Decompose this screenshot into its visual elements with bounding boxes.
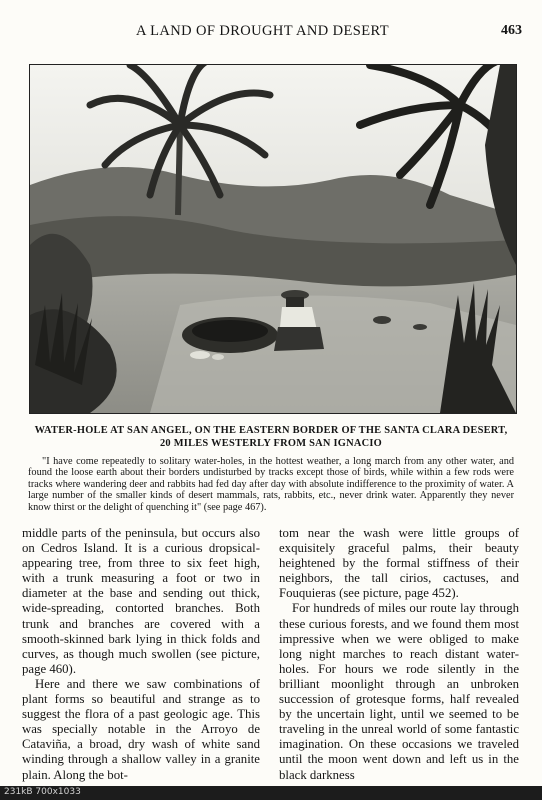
photo-caption	[20, 424, 522, 450]
file-info-bar	[0, 786, 542, 800]
file-info: 231kB 700x1033	[4, 787, 81, 797]
running-head: A LAND OF DROUGHT AND DESERT	[136, 23, 389, 39]
page-header	[0, 23, 542, 41]
page-number: 463	[501, 23, 522, 38]
left-column	[22, 526, 260, 783]
caption-line-1: WATER-HOLE AT SAN ANGEL, ON THE EASTERN BORDER OF THE SANTA CLARA DESERT,	[34, 425, 508, 436]
paragraph: Here and there we saw combinations of plant forms so beautiful and strange as to suggest the flora of a past geologic age. This was specially notable in the Arroyo de Cataviña, a broad, dry wash of white sand winding through a shallow valley in a granite plain. Along the bot-	[22, 676, 260, 782]
photo-note: "I have come repeatedly to solitary water-holes, in the hottest weather, a long march from any other water, and found the loose earth about their borders undisturbed by tracks except those of birds, while within a few rods were tracks where wandering deer and rabbits had fed day after day with absolute indifference to the proximity of water. A large number of the smaller kinds of desert mammals, rats, rabbits, etc., never drink water. Apparently they never know thirst or the delight of quenching it" (see page 467).	[28, 456, 514, 513]
water-hole-photo	[29, 64, 517, 414]
right-column	[279, 526, 519, 783]
paragraph: tom near the wash were little groups of exquisitely graceful palms, their beauty heightened by the formal stiffness of their neighbors, the tall cirios, cactuses, and Fouquieras (see picture, page 452).	[279, 526, 519, 601]
caption-line-2: 20 MILES WESTERLY FROM SAN IGNACIO	[159, 438, 383, 449]
paragraph: For hundreds of miles our route lay through these curious forests, and we found them most impressive when we were obliged to make long night marches to reach distant water-holes. For hours we rode silently in the brilliant moonlight through an unbroken succession of grotesque forms, half revealed by the uncertain light, until we seemed to be traveling in the unreal world of some fantastic imagination. On these occasions we traveled until the moon went down and left us in the black darkness	[279, 601, 519, 782]
paragraph: middle parts of the peninsula, but occurs also on Cedros Island. It is a curious dropsical-appearing tree, from three to six feet high, with a trunk measuring a foot or two in diameter at the base and sending out thick, wide-spreading, contorted branches. Both trunk and branches are covered with a smooth-skinned bark lying in thick folds and curves, as though much swollen (see picture, page 460).	[22, 526, 260, 676]
